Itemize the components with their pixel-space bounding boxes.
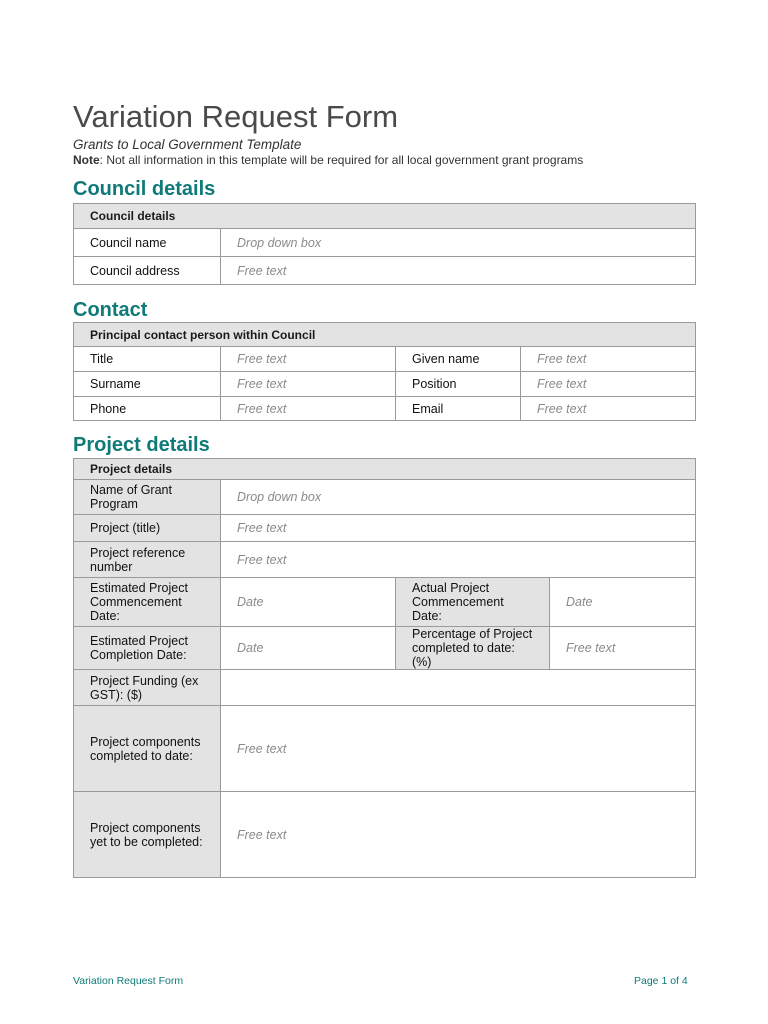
percent-completed-label: Percentage of Project completed to date: (%) bbox=[396, 627, 550, 670]
actual-commencement-label: Actual Project Commencement Date: bbox=[396, 578, 550, 627]
project-funding-label: Project Funding (ex GST): ($) bbox=[74, 670, 221, 706]
position-label: Position bbox=[396, 372, 521, 397]
phone-field[interactable]: Free text bbox=[221, 397, 396, 421]
footer-page-number: Page 1 of 4 bbox=[634, 975, 688, 987]
page-subtitle: Grants to Local Government Template bbox=[73, 137, 302, 152]
contact-table bbox=[73, 322, 696, 421]
est-completion-label: Estimated Project Completion Date: bbox=[74, 627, 221, 670]
components-completed-field[interactable]: Free text bbox=[221, 706, 696, 792]
grant-program-dropdown[interactable]: Drop down box bbox=[221, 480, 696, 515]
council-address-field[interactable]: Free text bbox=[221, 257, 696, 285]
council-table bbox=[73, 203, 696, 285]
council-name-dropdown[interactable]: Drop down box bbox=[221, 229, 696, 257]
council-address-label: Council address bbox=[74, 257, 221, 285]
components-completed-label: Project components completed to date: bbox=[74, 706, 221, 792]
est-completion-date-field[interactable]: Date bbox=[221, 627, 396, 670]
contact-table-header: Principal contact person within Council bbox=[74, 323, 696, 347]
council-table-header: Council details bbox=[74, 204, 696, 229]
title-field[interactable]: Free text bbox=[221, 347, 396, 372]
note-text: : Not all information in this template will be required for all local government grant programs bbox=[99, 153, 584, 167]
grant-program-label: Name of Grant Program bbox=[74, 480, 221, 515]
page-title: Variation Request Form bbox=[73, 99, 399, 134]
est-commencement-date-field[interactable]: Date bbox=[221, 578, 396, 627]
email-label: Email bbox=[396, 397, 521, 421]
components-remaining-label: Project components yet to be completed: bbox=[74, 792, 221, 878]
given-name-label: Given name bbox=[396, 347, 521, 372]
email-field[interactable]: Free text bbox=[521, 397, 696, 421]
project-funding-field[interactable] bbox=[221, 670, 696, 706]
est-commencement-label: Estimated Project Commencement Date: bbox=[74, 578, 221, 627]
surname-field[interactable]: Free text bbox=[221, 372, 396, 397]
note-label: Note bbox=[73, 153, 100, 167]
surname-label: Surname bbox=[74, 372, 221, 397]
title-label: Title bbox=[74, 347, 221, 372]
contact-section-heading: Contact bbox=[73, 299, 148, 321]
position-field[interactable]: Free text bbox=[521, 372, 696, 397]
note bbox=[73, 153, 583, 167]
project-title-field[interactable]: Free text bbox=[221, 515, 696, 542]
actual-commencement-date-field[interactable]: Date bbox=[550, 578, 696, 627]
project-table bbox=[73, 458, 696, 878]
project-reference-field[interactable]: Free text bbox=[221, 542, 696, 578]
project-title-label: Project (title) bbox=[74, 515, 221, 542]
percent-completed-field[interactable]: Free text bbox=[550, 627, 696, 670]
phone-label: Phone bbox=[74, 397, 221, 421]
project-table-header: Project details bbox=[74, 459, 696, 480]
components-remaining-field[interactable]: Free text bbox=[221, 792, 696, 878]
given-name-field[interactable]: Free text bbox=[521, 347, 696, 372]
council-name-label: Council name bbox=[74, 229, 221, 257]
footer-document-name: Variation Request Form bbox=[73, 975, 184, 987]
council-section-heading: Council details bbox=[73, 178, 216, 200]
project-reference-label: Project reference number bbox=[74, 542, 221, 578]
project-section-heading: Project details bbox=[73, 434, 210, 456]
